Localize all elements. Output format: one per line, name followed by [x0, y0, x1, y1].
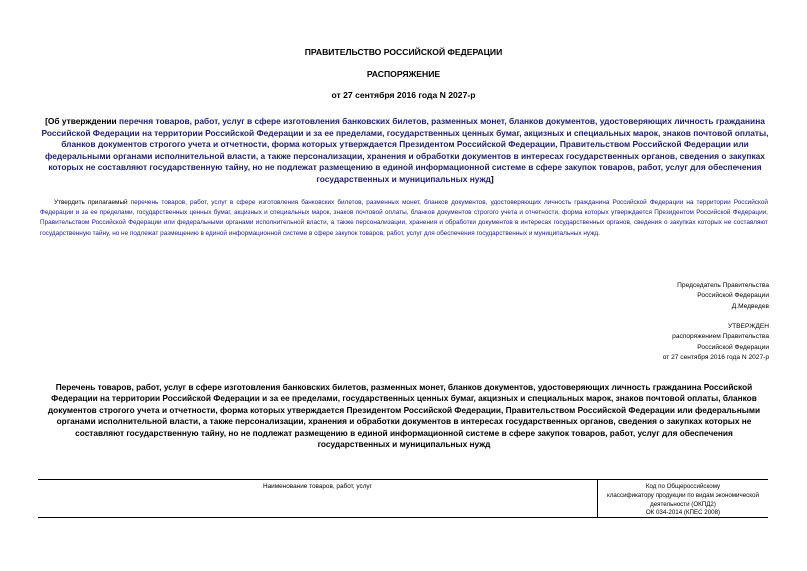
code-header-line: деятельности (ОКПД2) [650, 500, 716, 508]
approve-paragraph [40, 198, 768, 239]
approve-lead: Утвердить прилагаемый [54, 199, 131, 206]
approve-link[interactable]: перечень товаров, работ, услуг в сфере изготовления банковских билетов, разменных монет, бланков документов, удостоверяющих личность гражданина Российской Федерации на территории Российской Федерации и за ее пределами, государственных ценных бумаг, акцизных и специальных марок, знаков почтовой оплаты, бланков документов строгого учета и отчетности, форма которых утверждается Президентом Российской Федерации, Правительством Российской Федерации или федеральными органами исполнительной власти, а также персонализации, хранения и обработки документов в интересах государственных органов, сведения о закупках которых не составляют государственную тайну, но не подлежат размещению в единой информационной системе в сфере закупок товаров, работ, услуг для обеспечения государственных и муниципальных нужд [40, 199, 768, 237]
signature-name: Д.Медведев [731, 302, 769, 310]
code-header-line: Код по Общероссийскому [645, 483, 721, 490]
subject-close: ] [490, 173, 494, 184]
subject-paragraph [40, 116, 770, 186]
table-header-code [598, 483, 768, 518]
approved-title: УТВЕРЖДЕН [727, 323, 769, 330]
approved-by: распоряжением Правительства [672, 333, 769, 341]
table-header-name: Наименование товаров, работ, услуг [263, 483, 372, 490]
list-table [38, 479, 768, 518]
subject-link[interactable]: перечня товаров, работ, услуг в сфере изготовления банковских билетов, разменных монет, бланков документов, удостоверяющих личность гражданина Российской Федерации на территории Российской Федерации и за ее пределами, государственных ценных бумаг, акцизных и специальных марок, знаков почтовой оплаты, бланков документов строгого учета и отчетности, форма которых утверждается Президентом Российской Федерации, Правительством Российской Федерации или федеральными органами исполнительной власти, а также персонализации, хранения и обработки документов в интересах государственных органов, сведения о закупках которых не составляют государственную тайну, но не подлежат размещению в единой информационной системе в сфере закупок товаров, работ, услуг для обеспечения государственных и муниципальных нужд [41, 116, 769, 184]
approved-block [529, 322, 769, 364]
doc-type-heading: РАСПОРЯЖЕНИЕ [366, 69, 441, 79]
signature-org: Российской Федерации [697, 292, 769, 300]
signature-title: Председатель Правительства [677, 282, 769, 289]
approved-date: от 27 сентября 2016 года N 2027-р [662, 354, 769, 362]
signature-block [529, 281, 769, 312]
subject-open: [Об утверждении [45, 116, 120, 126]
approved-org: Российской Федерации [697, 343, 769, 351]
list-title: Перечень товаров, работ, услуг в сфере изготовления банковских билетов, разменных монет, бланков документов, удостоверяющих личность гражданина Российской Федерации на территории Российской Федерации и за ее пределами, государственных ценных бумаг, акцизных и специальных марок, знаков почтовой оплаты, бланков документов строгого учета и отчетности, форма которых утверждается Президентом Российской Федерации, Правительством Российской Федерации или федеральными органами исполнительной власти, а также персонализации, хранения и обработки документов в интересах государственных органов, сведения о закупках которых не составляют государственную тайну, но не подлежат размещению в единой информационной системе в сфере закупок товаров, работ, услуг для обеспечения государственных и муниципальных нужд [47, 382, 761, 450]
date-number-heading: от 27 сентября 2016 года N 2027-р [331, 90, 476, 100]
approve-end: . [598, 229, 600, 237]
code-header-line: классификатору продукции по видам экономической [607, 491, 759, 499]
code-header-line: ОК 034-2014 (КПЕС 2008) [645, 509, 721, 517]
government-heading: ПРАВИТЕЛЬСТВО РОССИЙСКОЙ ФЕДЕРАЦИИ [304, 47, 503, 57]
